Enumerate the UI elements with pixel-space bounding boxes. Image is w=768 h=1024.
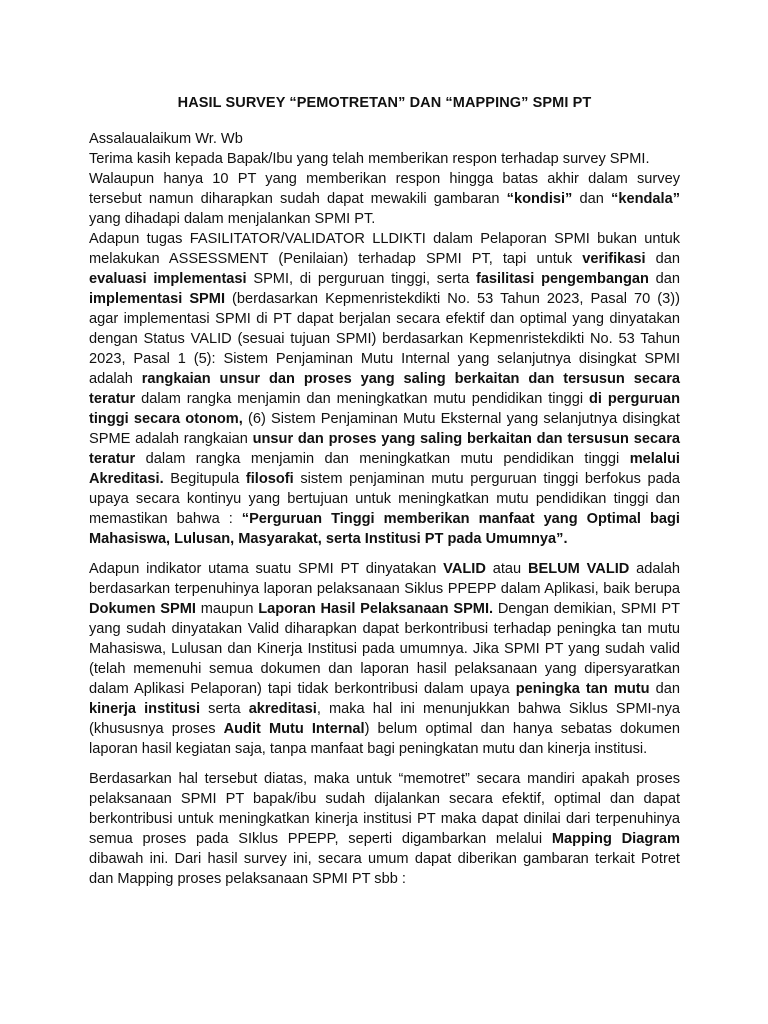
- text-run: yang dihadapi dalam menjalankan SPMI PT.: [89, 211, 376, 227]
- paragraph-indicator: [89, 559, 680, 759]
- bold-text: “kondisi”: [506, 191, 573, 207]
- text-run: Walaupun hanya 10 PT yang memberikan respon hingga batas akhir dalam survey tersebut namun diharapkan sudah dapat mewakili gambaran: [89, 171, 680, 207]
- text-run: serta: [200, 701, 249, 717]
- text-run: dan: [645, 251, 681, 267]
- bold-text: melalui Akreditasi.: [89, 451, 680, 487]
- bold-text: Audit Mutu Internal: [223, 721, 365, 737]
- paragraph-intro: [89, 129, 680, 549]
- text-run: adalah berdasarkan terpenuhinya laporan pelaksanaan Siklus PPEPP dalam Aplikasi, baik berupa: [89, 561, 680, 597]
- bold-text: implementasi SPMI: [89, 291, 225, 307]
- bold-text: rangkaian unsur dan proses yang saling berkaitan dan tersusun secara teratur: [89, 371, 680, 407]
- text-run: dalam rangka menjamin dan meningkatkan mutu pendidikan tinggi: [135, 451, 630, 467]
- text-run: (berdasarkan Kepmenristekdikti No. 53 Tahun 2023, Pasal 70 (3)) agar implementasi SPMI di PT dapat berjalan secara efektif dan optimal yang dinyatakan dengan Status VALID (sesuai tujuan SPMI) berdasarkan Kepmenristekdikti No. 53 Tahun 2023, Pasal 1 (5): Sistem Penjaminan Mutu Internal yang selanjutnya disingkat SPMI adalah: [89, 291, 680, 387]
- text-run: Berdasarkan hal tersebut diatas, maka untuk “memotret” secara mandiri apakah proses pelaksanaan SPMI PT bapak/ibu sudah dijalankan secara efektif, optimal dan dapat berkontribusi untuk meningkatkan kinerja institusi PT maka dapat dinilai dari terpenuhinya semua proses pada SIklus PPEPP, seperti digambarkan melalui: [89, 771, 680, 847]
- bold-text: kinerja institusi: [89, 701, 201, 717]
- text-run: atau: [485, 561, 528, 577]
- bold-text: evaluasi implementasi: [89, 271, 247, 287]
- text-run: ) belum optimal dan hanya sebatas dokumen laporan hasil kegiatan saja, tanpa manfaat bagi peningkatan mutu dan kinerja institusi.: [89, 721, 680, 757]
- bold-text: “kendala”: [611, 191, 680, 207]
- bold-text: filosofi: [245, 471, 294, 487]
- text-run: (6) Sistem Penjaminan Mutu Eksternal yang selanjutnya disingkat SPME adalah rangkaian: [89, 411, 680, 447]
- text-run: Assalaualaikum Wr. Wb: [89, 131, 243, 147]
- bold-text: BELUM VALID: [527, 561, 630, 577]
- text-run: Dengan demikian, SPMI PT yang sudah dinyatakan Valid diharapkan dapat berkontribusi terhadap peningka tan mutu Mahasiswa, Lulusan dan Kinerja Institusi pada umumnya. Jika SPMI PT yang sudah valid (telah memenuhi semua dokumen dan laporan hasil pelaksanaan yang dipersyaratkan dalam Aplikasi Pelaporan) tapi tidak berkontribusi dalam upaya: [89, 601, 681, 697]
- text-run: dan: [648, 271, 680, 287]
- text-run: dan: [649, 681, 681, 697]
- text-run: Adapun tugas FASILITATOR/VALIDATOR LLDIKTI dalam Pelaporan SPMI bukan untuk melakukan ASSESSMENT (Penilaian) terhadap SPMI PT, tapi untuk: [89, 231, 680, 267]
- bold-text: VALID: [443, 561, 486, 577]
- bold-text: Dokumen SPMI: [89, 601, 196, 617]
- bold-text: peningka tan mutu: [515, 681, 650, 697]
- text-run: maupun: [195, 601, 259, 617]
- bold-text: akreditasi: [248, 701, 317, 717]
- bold-text: di perguruan tinggi secara otonom,: [89, 391, 681, 427]
- bold-text: Mapping Diagram: [551, 831, 681, 847]
- text-run: dalam rangka menjamin dan meningkatkan mutu pendidikan tinggi: [135, 391, 589, 407]
- text-run: Terima kasih kepada Bapak/Ibu yang telah memberikan respon terhadap survey SPMI.: [89, 151, 650, 167]
- text-run: Begitupula: [163, 471, 246, 487]
- text-run: Adapun indikator utama suatu SPMI PT dinyatakan: [89, 561, 444, 577]
- text-run: dibawah ini. Dari hasil survey ini, secara umum dapat diberikan gambaran terkait Potret dan Mapping proses pelaksanaan SPMI PT sbb :: [89, 851, 680, 887]
- bold-text: verifikasi: [582, 251, 646, 267]
- text-run: sistem penjaminan mutu perguruan tinggi berfokus pada upaya secara kontinyu yang bertujuan untuk meningkatkan mutu pendidikan tinggi dan memastikan bahwa :: [89, 471, 680, 527]
- bold-text: Laporan Hasil Pelaksanaan SPMI.: [258, 601, 494, 617]
- text-run: dan: [572, 191, 612, 207]
- text-run: SPMI, di perguruan tinggi, serta: [246, 271, 476, 287]
- bold-text: unsur dan proses yang saling berkaitan dan tersusun secara teratur: [89, 431, 680, 467]
- bold-text: fasilitasi pengembangan: [475, 271, 649, 287]
- bold-text: “Perguruan Tinggi memberikan manfaat yang Optimal bagi Mahasiswa, Lulusan, Masyarakat, serta Institusi PT pada Umumnya”.: [89, 511, 680, 547]
- text-run: , maka hal ini menunjukkan bahwa Siklus SPMI-nya (khususnya proses: [89, 701, 680, 737]
- paragraph-mapping: [89, 769, 680, 889]
- document-title: HASIL SURVEY “PEMOTRETAN” DAN “MAPPING” SPMI PT: [177, 95, 592, 111]
